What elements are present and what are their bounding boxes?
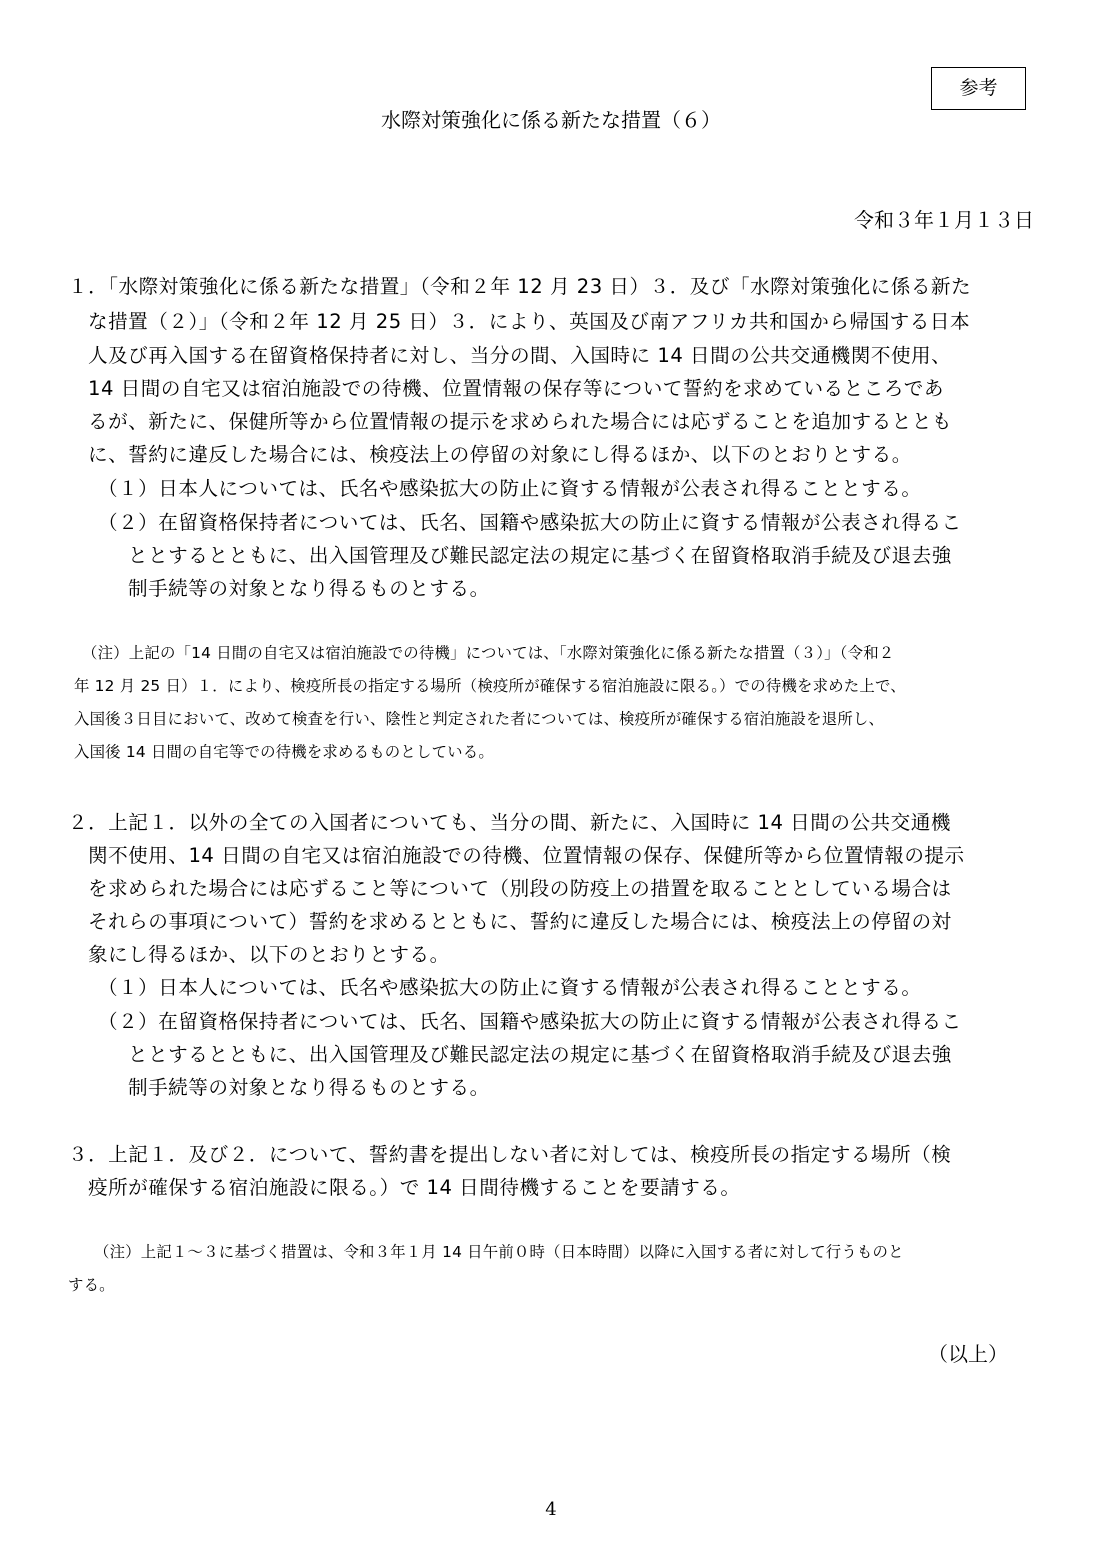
section-1-line: な措置（２）」（令和２年 12 月 25 日）３．により、英国及び南アフリカ共和国から帰国する日本 xyxy=(88,310,971,333)
note-1-line: （注）上記の「14 日間の自宅又は宿泊施設での待機」については、「水際対策強化に係る新たな措置（３）」（令和２ xyxy=(82,644,895,662)
section-2-line: それらの事項について）誓約を求めるとともに、誓約に違反した場合には、検疫法上の停留の対 xyxy=(88,910,952,933)
note-1-line: 入国後 14 日間の自宅等での待機を求めるものとしている。 xyxy=(74,743,494,761)
section-1-line: に、誓約に違反した場合には、検疫法上の停留の対象にし得るほか、以下のとおりとする。 xyxy=(88,443,912,466)
section-2-item-2-line: （２）在留資格保持者については、氏名、国籍や感染拡大の防止に資する情報が公表され得るこ xyxy=(98,1010,962,1033)
section-1-line: 14 日間の自宅又は宿泊施設での待機、位置情報の保存等について誓約を求めているところであ xyxy=(88,377,944,400)
section-1-line: １．「水際対策強化に係る新たな措置」（令和２年 12 月 23 日）３．及び「水際対策強化に係る新た xyxy=(68,275,972,298)
section-1-item-2-line: ととするとともに、出入国管理及び難民認定法の規定に基づく在留資格取消手続及び退去強 xyxy=(128,544,952,567)
note-2-line: （注）上記１～３に基づく措置は、令和３年１月 14 日午前０時（日本時間）以降に入国する者に対して行うものと xyxy=(94,1243,904,1261)
section-1-item-2-line: （２）在留資格保持者については、氏名、国籍や感染拡大の防止に資する情報が公表され得るこ xyxy=(98,511,962,534)
end-mark: （以上） xyxy=(928,1342,1008,1366)
section-1-item-1: （１）日本人については、氏名や感染拡大の防止に資する情報が公表され得ることとする。 xyxy=(98,477,922,500)
section-2-item-1: （１）日本人については、氏名や感染拡大の防止に資する情報が公表され得ることとする。 xyxy=(98,976,922,999)
section-1-line: るが、新たに、保健所等から位置情報の提示を求められた場合には応ずることを追加するととも xyxy=(88,410,953,433)
section-3-line: 疫所が確保する宿泊施設に限る。）で 14 日間待機することを要請する。 xyxy=(88,1176,741,1199)
section-2-line: 関不使用、14 日間の自宅又は宿泊施設での待機、位置情報の保存、保健所等から位置情報の提示 xyxy=(88,844,965,867)
section-2-item-2-line: ととするとともに、出入国管理及び難民認定法の規定に基づく在留資格取消手続及び退去強 xyxy=(128,1043,952,1066)
document-date: 令和３年１月１３日 xyxy=(854,208,1034,232)
section-2-line: 象にし得るほか、以下のとおりとする。 xyxy=(88,943,450,966)
section-2-item-2-line: 制手続等の対象となり得るものとする。 xyxy=(128,1076,490,1099)
section-1-line: 人及び再入国する在留資格保持者に対し、当分の間、入国時に 14 日間の公共交通機関不使用、 xyxy=(88,344,952,367)
note-2-line: する。 xyxy=(68,1276,115,1294)
section-1-item-2-line: 制手続等の対象となり得るものとする。 xyxy=(128,577,490,600)
section-2-line: を求められた場合には応ずること等について（別段の防疫上の措置を取ることとしている場合は xyxy=(88,877,952,900)
reference-label-box: 参考 xyxy=(931,67,1026,110)
document-title: 水際対策強化に係る新たな措置（６） xyxy=(381,108,721,132)
section-2-line: ２．上記１．以外の全ての入国者についても、当分の間、新たに、入国時に 14 日間の公共交通機 xyxy=(68,811,951,834)
note-1-line: 入国後３日目において、改めて検査を行い、陰性と判定された者については、検疫所が確保する宿泊施設を退所し、 xyxy=(74,710,885,728)
note-1-line: 年 12 月 25 日）１．により、検疫所長の指定する場所（検疫所が確保する宿泊施設に限る。）での待機を求めた上で、 xyxy=(74,677,906,695)
section-3-line: ３．上記１．及び２．について、誓約書を提出しない者に対しては、検疫所長の指定する場所（検 xyxy=(68,1143,952,1166)
page-number: 4 xyxy=(545,1499,557,1520)
